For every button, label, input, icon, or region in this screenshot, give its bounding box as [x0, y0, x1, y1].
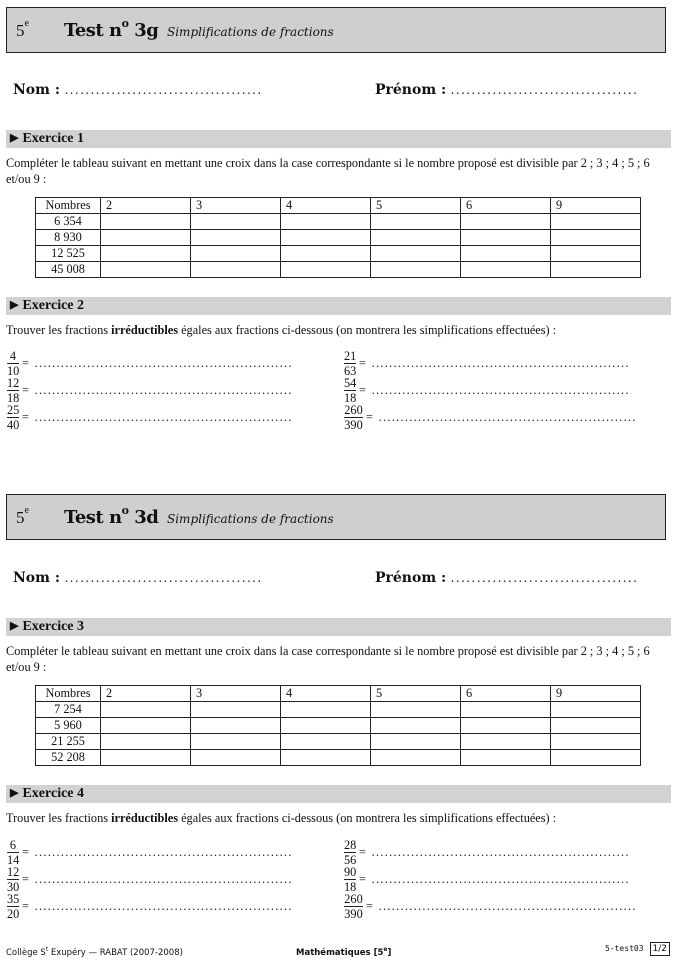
number-cell: 12 525	[36, 246, 101, 262]
table-row	[36, 246, 641, 262]
test-number: Test $n^o$ 3g	[64, 17, 159, 41]
check-cell[interactable]	[191, 214, 281, 230]
check-cell[interactable]	[281, 750, 371, 766]
prenom-field[interactable]: Prénom : ....................................	[375, 570, 639, 586]
check-cell[interactable]	[371, 718, 461, 734]
student-name-row	[13, 570, 663, 590]
header-5: 5	[371, 686, 461, 702]
table-row	[36, 734, 641, 750]
check-cell[interactable]	[101, 734, 191, 750]
triangle-right-icon: ▶	[10, 787, 19, 799]
exercise-2-instruction: Trouver les fractions irréductibles égales aux fractions ci-dessous (on montrera les simplifications effectuées) :	[6, 323, 557, 337]
check-cell[interactable]	[191, 230, 281, 246]
exercise-1-instruction: Compléter le tableau suivant en mettant une croix dans la case correspondante si le nombre proposé est divisible par 2 ; 3 ; 4 ; 5 ; 6 et/ou 9 :	[6, 156, 650, 186]
test-subtitle: Simplifications de fractions	[167, 512, 334, 526]
check-cell[interactable]	[551, 750, 641, 766]
test-subtitle: Simplifications de fractions	[167, 25, 334, 39]
fraction-answer-line[interactable]: 260 390 = ...........................................................	[344, 403, 637, 432]
table-header-row	[36, 686, 641, 702]
check-cell[interactable]	[551, 262, 641, 278]
fraction-answer-line[interactable]: 12 30 = ...........................................................	[7, 865, 293, 894]
check-cell[interactable]	[551, 214, 641, 230]
check-cell[interactable]	[461, 702, 551, 718]
fraction-answer-line[interactable]: 260 390 = ...........................................................	[344, 892, 637, 921]
test-header	[6, 7, 666, 53]
divisibility-table-2	[35, 685, 641, 766]
check-cell[interactable]	[371, 246, 461, 262]
triangle-right-icon: ▶	[10, 620, 19, 632]
check-cell[interactable]	[371, 734, 461, 750]
page-number: 1/2	[650, 942, 670, 956]
check-cell[interactable]	[191, 734, 281, 750]
exercise-4-heading: ▶ Exercice 4	[6, 785, 671, 803]
check-cell[interactable]	[281, 246, 371, 262]
number-cell: 45 008	[36, 262, 101, 278]
class-level: 5e	[16, 505, 29, 527]
check-cell[interactable]	[281, 734, 371, 750]
check-cell[interactable]	[281, 718, 371, 734]
test-header	[6, 494, 666, 540]
fraction-answer-line[interactable]: 54 18 = ...........................................................	[344, 376, 630, 405]
fraction-answer-line[interactable]: 4 10 = ...........................................................	[7, 349, 293, 378]
check-cell[interactable]	[101, 750, 191, 766]
number-cell: 5 960	[36, 718, 101, 734]
number-cell: 21 255	[36, 734, 101, 750]
page-footer	[6, 944, 670, 960]
fractions-left-2	[7, 839, 342, 920]
header-nombres: Nombres	[36, 686, 101, 702]
header-nombres: Nombres	[36, 198, 101, 214]
fraction-answer-line[interactable]: 28 56 = ...........................................................	[344, 838, 630, 867]
check-cell[interactable]	[551, 246, 641, 262]
table-header-row	[36, 198, 641, 214]
check-cell[interactable]	[371, 214, 461, 230]
check-cell[interactable]	[461, 246, 551, 262]
fraction-answer-line[interactable]: 21 63 = ...........................................................	[344, 349, 630, 378]
check-cell[interactable]	[281, 230, 371, 246]
exercise-4-instruction: Trouver les fractions irréductibles égales aux fractions ci-dessous (on montrera les simplifications effectuées) :	[6, 811, 557, 825]
fraction-answer-line[interactable]: 6 14 = ...........................................................	[7, 838, 293, 867]
prenom-field[interactable]: Prénom : ....................................	[375, 82, 639, 98]
exercise-3-heading: ▶ Exercice 3	[6, 618, 671, 636]
fraction-answer-line[interactable]: 25 40 = ...........................................................	[7, 403, 293, 432]
number-cell: 7 254	[36, 702, 101, 718]
header-6: 6	[461, 686, 551, 702]
check-cell[interactable]	[191, 718, 281, 734]
check-cell[interactable]	[371, 750, 461, 766]
exercise-3-instruction: Compléter le tableau suivant en mettant une croix dans la case correspondante si le nombre proposé est divisible par 2 ; 3 ; 4 ; 5 ; 6 et/ou 9 :	[6, 644, 650, 674]
header-2: 2	[101, 686, 191, 702]
fraction-answer-line[interactable]: 90 18 = ...........................................................	[344, 865, 630, 894]
check-cell[interactable]	[101, 214, 191, 230]
check-cell[interactable]	[551, 702, 641, 718]
number-cell: 52 208	[36, 750, 101, 766]
header-2: 2	[101, 198, 191, 214]
check-cell[interactable]	[371, 702, 461, 718]
exercise-1-heading: ▶ Exercice 1	[6, 130, 671, 148]
check-cell[interactable]	[191, 750, 281, 766]
check-cell[interactable]	[281, 702, 371, 718]
check-cell[interactable]	[101, 262, 191, 278]
fraction-answer-line[interactable]: 35 20 = ...........................................................	[7, 892, 293, 921]
test-number: Test $n^o$ 3d	[64, 504, 159, 528]
header-9: 9	[551, 198, 641, 214]
check-cell[interactable]	[281, 214, 371, 230]
exercise-2-heading: ▶ Exercice 2	[6, 297, 671, 315]
table-row	[36, 718, 641, 734]
check-cell[interactable]	[101, 246, 191, 262]
page-info	[605, 944, 670, 954]
class-level: 5e	[16, 18, 29, 40]
header-3: 3	[191, 686, 281, 702]
check-cell[interactable]	[461, 214, 551, 230]
header-5: 5	[371, 198, 461, 214]
check-cell[interactable]	[101, 718, 191, 734]
school-info: Collège $S^t$ Exupéry — RABAT (2007-2008)	[6, 946, 183, 958]
check-cell[interactable]	[101, 230, 191, 246]
table-row	[36, 750, 641, 766]
check-cell[interactable]	[461, 230, 551, 246]
check-cell[interactable]	[461, 734, 551, 750]
fractions-right-2	[344, 839, 676, 920]
fractions-left-1	[7, 350, 342, 431]
check-cell[interactable]	[551, 734, 641, 750]
number-cell: 6 354	[36, 214, 101, 230]
document-code: 5-test03	[604, 944, 644, 953]
nom-field[interactable]: Nom : ......................................	[13, 570, 263, 586]
subject-info: Mathématiques [5e]	[296, 946, 392, 958]
check-cell[interactable]	[191, 262, 281, 278]
nom-field[interactable]: Nom : ......................................	[13, 82, 263, 98]
check-cell[interactable]	[371, 230, 461, 246]
check-cell[interactable]	[461, 750, 551, 766]
check-cell[interactable]	[281, 262, 371, 278]
check-cell[interactable]	[101, 702, 191, 718]
fractions-right-1	[344, 350, 676, 431]
triangle-right-icon: ▶	[10, 299, 19, 311]
check-cell[interactable]	[461, 262, 551, 278]
table-row	[36, 262, 641, 278]
header-3: 3	[191, 198, 281, 214]
table-row	[36, 702, 641, 718]
number-cell: 8 930	[36, 230, 101, 246]
divisibility-table-1	[35, 197, 641, 278]
check-cell[interactable]	[371, 262, 461, 278]
triangle-right-icon: ▶	[10, 132, 19, 144]
student-name-row	[13, 82, 663, 102]
header-4: 4	[281, 686, 371, 702]
table-row	[36, 230, 641, 246]
check-cell[interactable]	[461, 718, 551, 734]
table-row	[36, 214, 641, 230]
check-cell[interactable]	[551, 230, 641, 246]
check-cell[interactable]	[191, 702, 281, 718]
header-4: 4	[281, 198, 371, 214]
fraction-answer-line[interactable]: 12 18 = ...........................................................	[7, 376, 293, 405]
header-6: 6	[461, 198, 551, 214]
header-9: 9	[551, 686, 641, 702]
check-cell[interactable]	[551, 718, 641, 734]
check-cell[interactable]	[191, 246, 281, 262]
